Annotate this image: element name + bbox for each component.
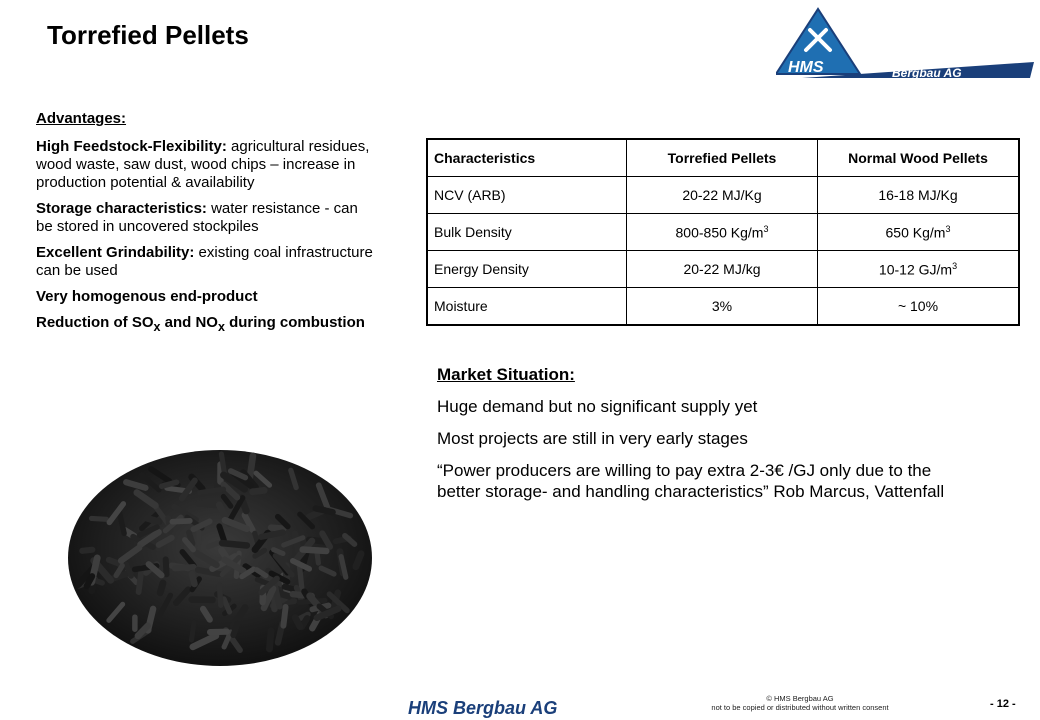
- table-cell: Bulk Density: [427, 214, 627, 251]
- advantage-text: water resistance - can be stored in uncovered stockpiles: [36, 200, 358, 235]
- pellet: [316, 508, 333, 512]
- market-situation: [437, 364, 977, 513]
- pellet: [222, 543, 247, 545]
- table-row: [427, 214, 1019, 251]
- pellet: [82, 550, 92, 551]
- advantages-heading: Advantages:: [36, 110, 127, 127]
- advantage-bold: Storage characteristics:: [36, 200, 207, 217]
- market-quote: “Power producers are willing to pay extra 2-3€ /GJ only due to the better storage- and handling characteristics” Rob Marcus, Vattenfall: [437, 461, 945, 501]
- table-cell: 3%: [627, 288, 818, 326]
- company-logo: [776, 6, 1034, 82]
- advantage-item-emissions: [33, 314, 378, 336]
- emissions-text: and NO: [160, 314, 218, 331]
- table-header: Characteristics: [427, 139, 627, 177]
- advantage-bold: [36, 314, 365, 334]
- emissions-sub: x: [153, 320, 161, 334]
- emissions-text: Reduction of SO: [36, 314, 154, 331]
- page-number: - 12 -: [990, 698, 1016, 710]
- advantage-bold: High Feedstock-Flexibility:: [36, 138, 227, 155]
- market-line: Huge demand but no significant supply yet: [437, 397, 758, 416]
- table-cell: 20-22 MJ/kg: [627, 251, 818, 288]
- table-row: [427, 177, 1019, 214]
- slide-title: Torrefied Pellets: [47, 20, 249, 50]
- copyright-line: not to be copied or distributed without written consent: [711, 703, 889, 712]
- pellet: [271, 528, 283, 529]
- advantages-list: [33, 110, 378, 344]
- pellet: [192, 574, 195, 584]
- table-row: [427, 251, 1019, 288]
- cell-sup: 3: [945, 223, 951, 234]
- market-heading: Market Situation:: [437, 365, 575, 384]
- advantage-text: agricultural residues, wood waste, saw dust, wood chips – increase in production potential & availability: [36, 138, 370, 191]
- advantage-bold: Very homogenous end-product: [36, 288, 258, 305]
- footer-logo: [408, 694, 638, 720]
- pellet: [283, 607, 285, 626]
- logo-abbrev: HMS: [788, 59, 824, 76]
- advantage-item: [33, 138, 378, 192]
- table-cell: Energy Density: [427, 251, 627, 288]
- table-cell: Moisture: [427, 288, 627, 326]
- advantage-item: [33, 244, 378, 280]
- table-cell: NCV (ARB): [427, 177, 627, 214]
- advantage-bold: Excellent Grindability:: [36, 244, 195, 261]
- advantage-text: existing coal infrastructure can be used: [36, 244, 373, 279]
- pellet: [172, 521, 189, 522]
- pellet: [175, 567, 194, 569]
- cell-value: 800-850 Kg/m: [675, 224, 764, 241]
- pellets-image: [60, 440, 380, 670]
- emissions-sub: x: [217, 320, 225, 334]
- copyright-line: © HMS Bergbau AG: [766, 694, 834, 703]
- cell-sup: 3: [952, 260, 958, 271]
- pellet: [303, 550, 327, 551]
- table-header: Torrefied Pellets: [627, 139, 818, 177]
- table-cell: [627, 214, 818, 251]
- cell-value: 650 Kg/m: [885, 224, 946, 241]
- pellet: [253, 490, 265, 491]
- pellet: [166, 559, 167, 574]
- pellet: [295, 617, 300, 626]
- footer-logo-text: HMS Bergbau AG: [408, 698, 558, 718]
- table-cell: 20-22 MJ/Kg: [627, 177, 818, 214]
- table-row: [427, 288, 1019, 326]
- table-cell: 16-18 MJ/Kg: [818, 177, 1020, 214]
- pellet: [208, 543, 218, 547]
- logo-company: Bergbau AG: [892, 66, 962, 80]
- pellet: [199, 504, 217, 506]
- comparison-table: [426, 138, 1020, 326]
- table-cell: [818, 251, 1020, 288]
- pellet: [160, 583, 163, 593]
- pellet: [147, 518, 159, 521]
- pellet: [233, 624, 237, 635]
- pellet: [219, 585, 221, 605]
- table-cell: [818, 214, 1020, 251]
- pellet: [200, 489, 224, 492]
- pellet: [91, 518, 106, 519]
- emissions-text: during combustion: [224, 314, 365, 331]
- cell-value: 10-12 GJ/m: [878, 261, 953, 278]
- advantage-item: [33, 200, 378, 236]
- pellet: [198, 570, 219, 574]
- table-cell: ~ 10%: [818, 288, 1020, 326]
- pellet: [356, 554, 361, 567]
- pellet: [317, 553, 318, 563]
- table-header: Normal Wood Pellets: [818, 139, 1020, 177]
- table-header-row: [427, 139, 1019, 177]
- pellet: [191, 622, 193, 640]
- market-line: Most projects are still in very early stages: [437, 429, 748, 448]
- advantage-item: [33, 288, 378, 306]
- pellet: [269, 631, 271, 649]
- copyright-notice: [680, 694, 920, 712]
- cell-sup: 3: [763, 223, 769, 234]
